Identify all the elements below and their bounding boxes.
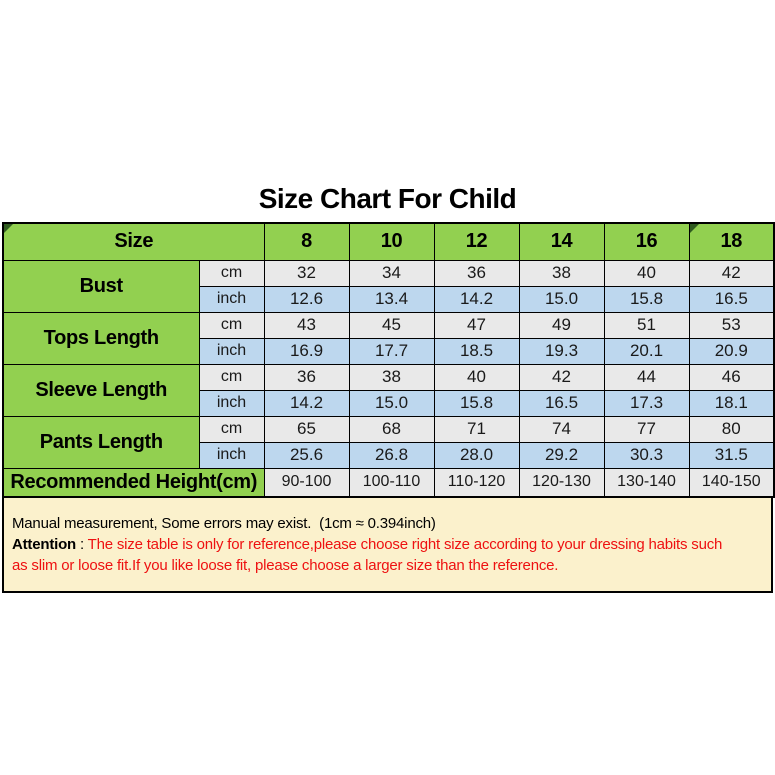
unit-cell: cm [199, 260, 264, 286]
recommended-height-label: Recommended Height(cm) [3, 468, 264, 497]
table-cell: 71 [434, 416, 519, 442]
table-cell: 15.0 [349, 390, 434, 416]
table-cell: 38 [519, 260, 604, 286]
table-cell: 36 [264, 364, 349, 390]
table-cell: 15.8 [434, 390, 519, 416]
size-column-12: 12 [434, 223, 519, 260]
table-cell: 130-140 [604, 468, 689, 497]
unit-cell: inch [199, 286, 264, 312]
table-cell: 42 [519, 364, 604, 390]
table-cell: 16.5 [689, 286, 774, 312]
table-cell: 65 [264, 416, 349, 442]
table-cell: 13.4 [349, 286, 434, 312]
attention-colon: : [76, 536, 88, 553]
size-column-8: 8 [264, 223, 349, 260]
table-cell: 16.9 [264, 338, 349, 364]
measurement-note: Manual measurement, Some errors may exist. (1cm ≈ 0.394inch) [12, 515, 436, 532]
bust-cm-row [3, 260, 774, 286]
tops-length-cm-row [3, 312, 774, 338]
pants-length-label: Pants Length [3, 416, 199, 468]
page-title: Size Chart For Child [258, 183, 517, 214]
size-chart-table-wrap [2, 222, 773, 593]
table-cell: 25.6 [264, 442, 349, 468]
table-cell: 53 [689, 312, 774, 338]
recommended-height-row [3, 468, 774, 497]
table-cell: 26.8 [349, 442, 434, 468]
table-cell: 31.5 [689, 442, 774, 468]
table-cell: 18.5 [434, 338, 519, 364]
size-header-cell: Size [3, 223, 264, 260]
table-cell: 12.6 [264, 286, 349, 312]
size-column-18: 18 [689, 223, 774, 260]
table-cell: 44 [604, 364, 689, 390]
sleeve-length-cm-row [3, 364, 774, 390]
attention-text-line2: as slim or loose fit.If you like loose fit, please choose a larger size than the reference. [12, 557, 559, 574]
table-cell: 17.7 [349, 338, 434, 364]
size-column-10: 10 [349, 223, 434, 260]
table-cell: 43 [264, 312, 349, 338]
table-cell: 15.0 [519, 286, 604, 312]
table-cell: 14.2 [264, 390, 349, 416]
table-cell: 46 [689, 364, 774, 390]
table-cell: 45 [349, 312, 434, 338]
table-cell: 68 [349, 416, 434, 442]
table-cell: 77 [604, 416, 689, 442]
table-cell: 34 [349, 260, 434, 286]
unit-cell: cm [199, 416, 264, 442]
unit-cell: inch [199, 390, 264, 416]
table-cell: 74 [519, 416, 604, 442]
pants-length-cm-row [3, 416, 774, 442]
table-cell: 80 [689, 416, 774, 442]
table-cell: 17.3 [604, 390, 689, 416]
table-cell: 16.5 [519, 390, 604, 416]
table-cell: 110-120 [434, 468, 519, 497]
table-cell: 29.2 [519, 442, 604, 468]
table-cell: 28.0 [434, 442, 519, 468]
unit-cell: inch [199, 338, 264, 364]
table-cell: 20.9 [689, 338, 774, 364]
attention-note [12, 534, 763, 555]
notes-box [2, 498, 773, 593]
table-cell: 140-150 [689, 468, 774, 497]
table-cell: 14.2 [434, 286, 519, 312]
table-cell: 30.3 [604, 442, 689, 468]
table-cell: 32 [264, 260, 349, 286]
sheet-corner-marker [4, 224, 13, 233]
table-cell: 100-110 [349, 468, 434, 497]
size-column-14: 14 [519, 223, 604, 260]
unit-cell: cm [199, 364, 264, 390]
attention-label: Attention [12, 536, 77, 553]
unit-cell: inch [199, 442, 264, 468]
sleeve-length-label: Sleeve Length [3, 364, 199, 416]
table-cell: 51 [604, 312, 689, 338]
unit-cell: cm [199, 312, 264, 338]
table-cell: 120-130 [519, 468, 604, 497]
table-cell: 47 [434, 312, 519, 338]
table-cell: 49 [519, 312, 604, 338]
bust-label: Bust [3, 260, 199, 312]
table-header-row [3, 223, 774, 260]
attention-text-line1: The size table is only for reference,please choose right size according to your dressing habits such [87, 536, 723, 553]
cell-corner-marker [690, 224, 699, 233]
table-cell: 19.3 [519, 338, 604, 364]
table-cell: 40 [604, 260, 689, 286]
table-cell: 15.8 [604, 286, 689, 312]
size-chart-table [2, 222, 775, 498]
size-column-16: 16 [604, 223, 689, 260]
table-cell: 38 [349, 364, 434, 390]
tops-length-label: Tops Length [3, 312, 199, 364]
table-cell: 36 [434, 260, 519, 286]
table-cell: 20.1 [604, 338, 689, 364]
table-cell: 42 [689, 260, 774, 286]
table-cell: 90-100 [264, 468, 349, 497]
table-cell: 18.1 [689, 390, 774, 416]
table-cell: 40 [434, 364, 519, 390]
